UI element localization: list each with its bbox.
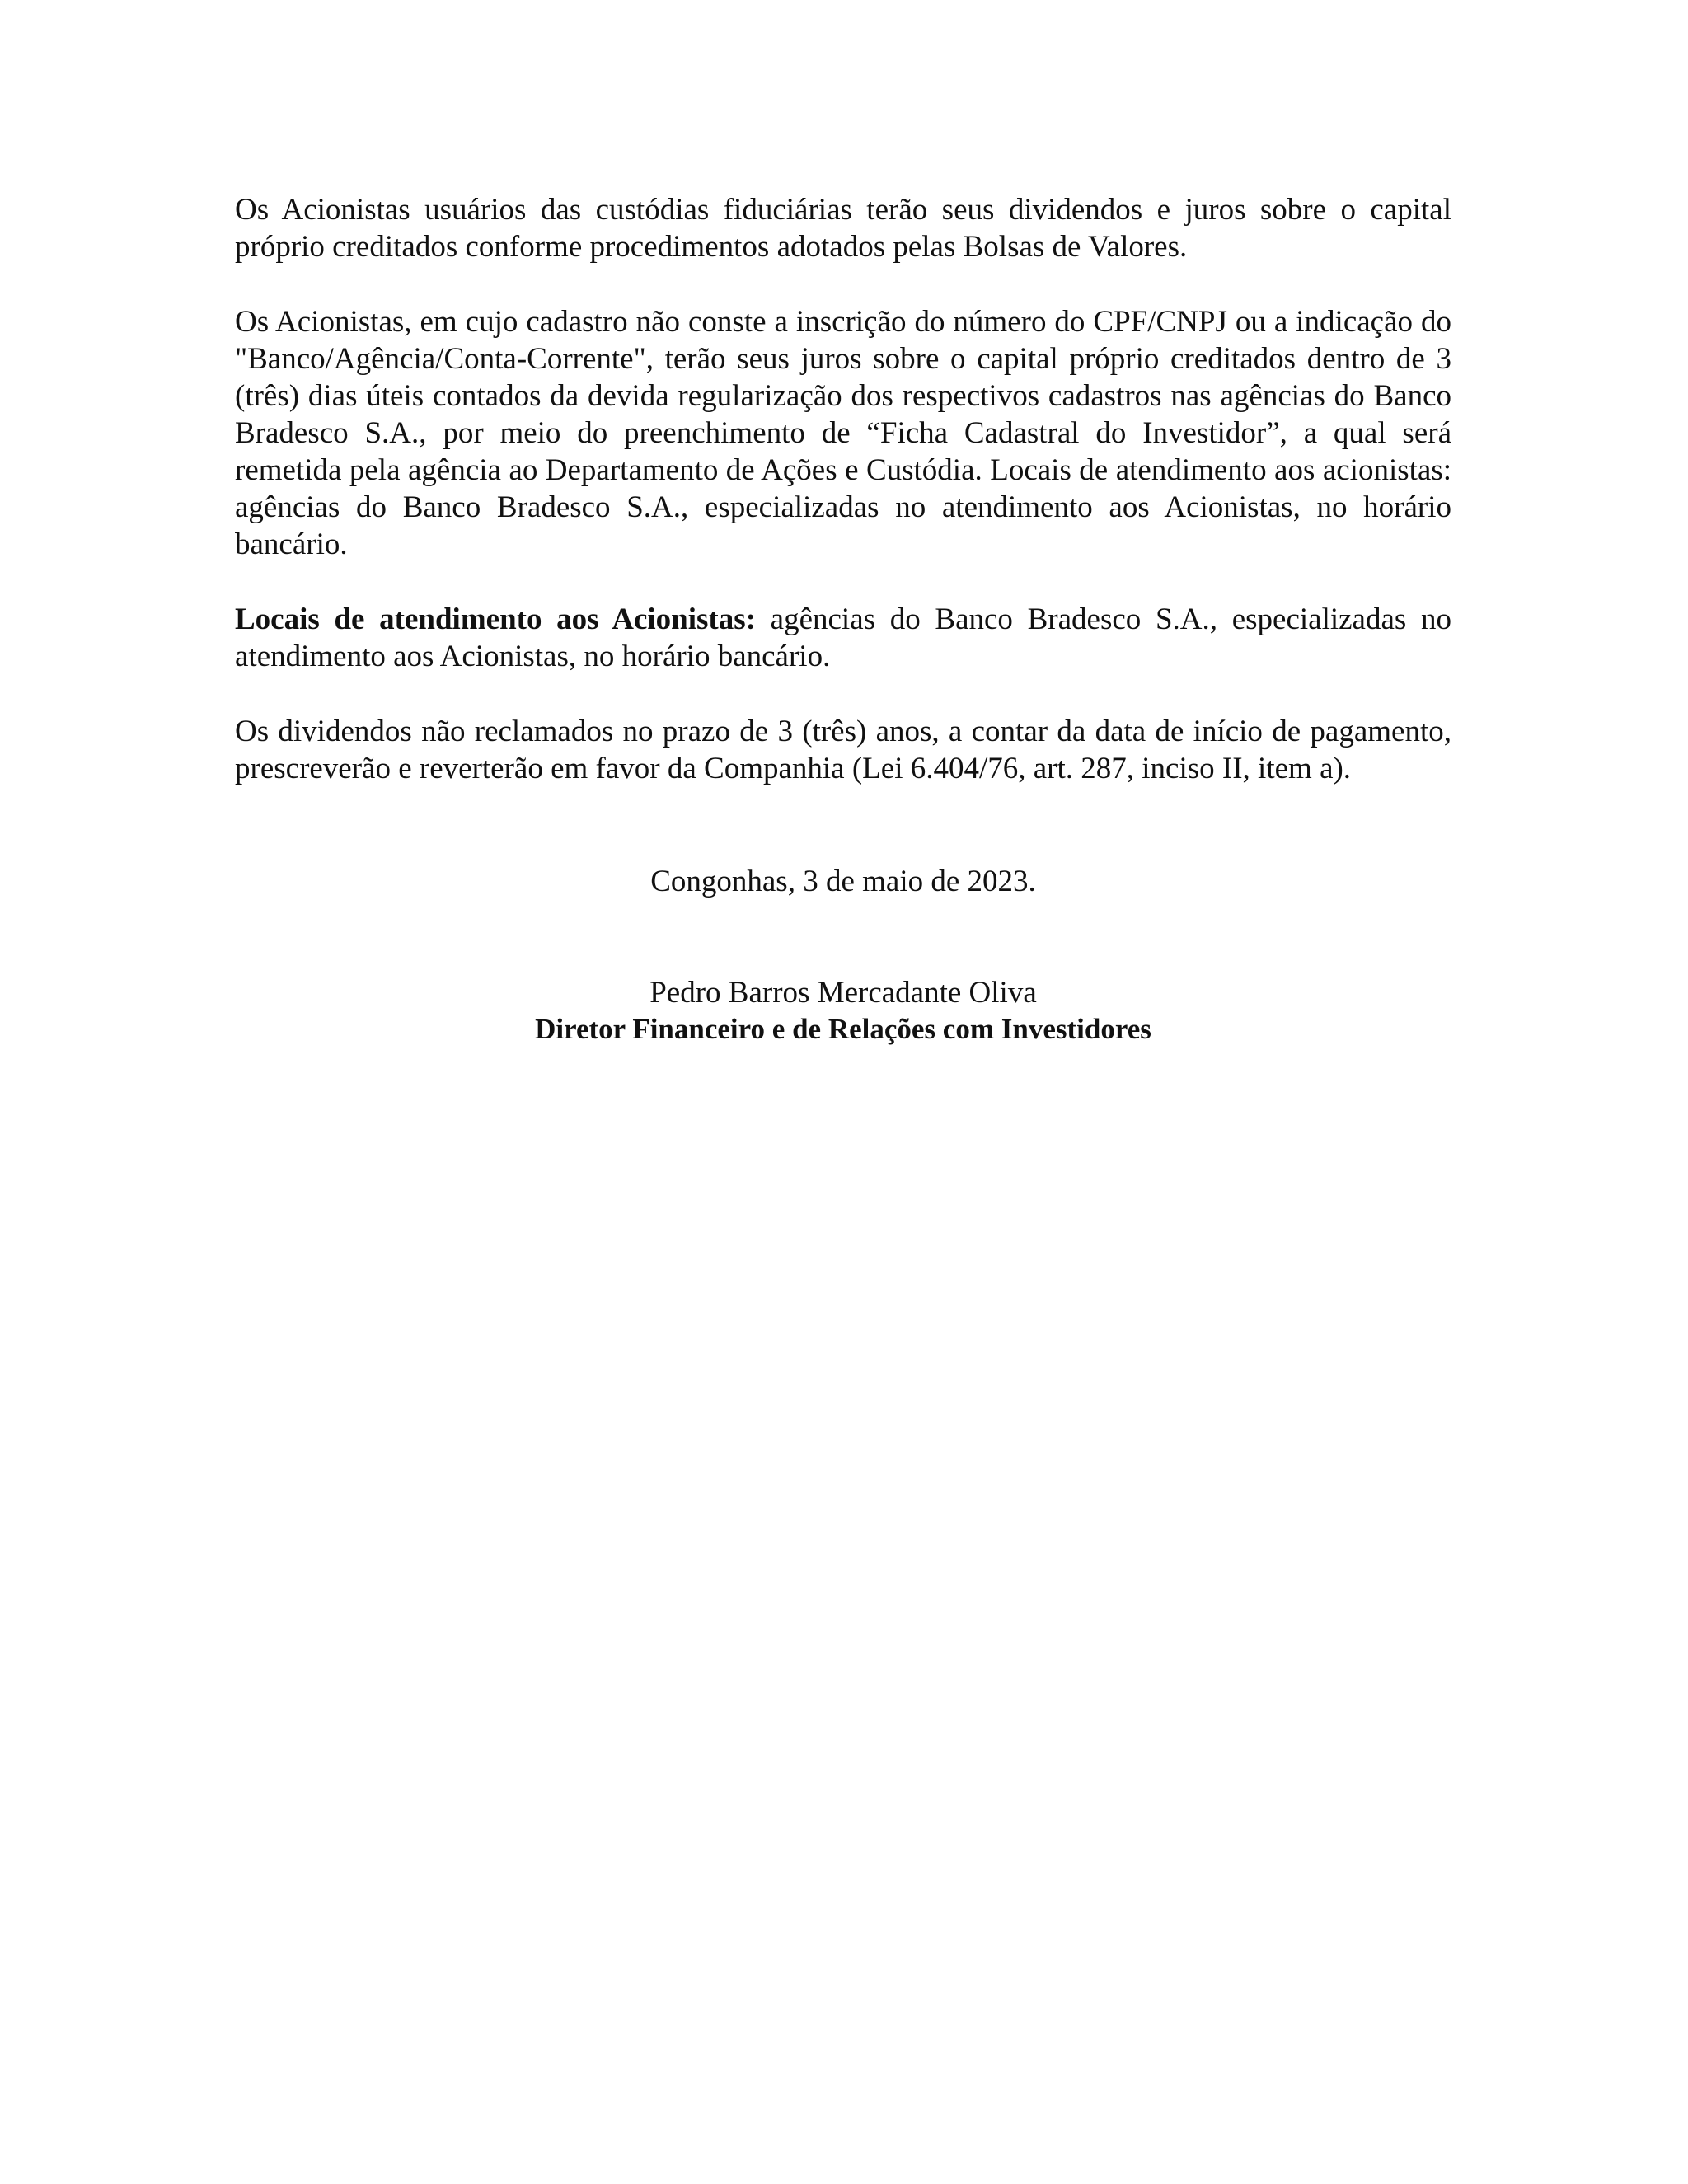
signatory-title: Diretor Financeiro e de Relações com Investidores bbox=[535, 1013, 1151, 1045]
place-date: Congonhas, 3 de maio de 2023. bbox=[650, 865, 1036, 898]
paragraph-spacer bbox=[235, 787, 1451, 863]
document-body bbox=[235, 191, 1451, 1047]
signatory-name: Pedro Barros Mercadante Oliva bbox=[649, 976, 1037, 1010]
paragraph-spacer bbox=[235, 265, 1451, 303]
paragraph-spacer bbox=[235, 675, 1451, 713]
paragraph-registration: Os Acionistas, em cujo cadastro não conste a inscrição do número do CPF/CNPJ ou a indicação do "Banco/Agência/Conta-Corrente", terão seus juros sobre o capital próprio creditados dentro de 3 (três) dias úteis contados da devida regularização dos respectivos cadastros nas agências do Banco Bradesco S.A., por meio do preenchimento de “Ficha Cadastral do Investidor”, a qual será remetida pela agência ao Departamento de Ações e Custódia. Locais de atendimento aos acionistas: agências do Banco Bradesco S.A., especializadas no atendimento aos Acionistas, no horário bancário. bbox=[235, 305, 1451, 561]
paragraph-service-locations bbox=[235, 601, 1451, 675]
service-locations-text: agências do Banco Bradesco S.A., especializadas no atendimento aos Acionistas, no horário bancário. bbox=[235, 602, 1451, 673]
paragraph-unclaimed-dividends: Os dividendos não reclamados no prazo de 3 (três) anos, a contar da data de início de pagamento, prescreverão e reverterão em favor da Companhia (Lei 6.404/76, art. 287, inciso II, item a). bbox=[235, 715, 1451, 785]
paragraph-spacer bbox=[235, 563, 1451, 601]
service-locations-lead: Locais de atendimento aos Acionistas: bbox=[235, 602, 756, 636]
paragraph-custody-credit: Os Acionistas usuários das custódias fiduciárias terão seus dividendos e juros sobre o capital próprio creditados conforme procedimentos adotados pelas Bolsas de Valores. bbox=[235, 193, 1451, 264]
signature-spacer bbox=[235, 900, 1451, 974]
